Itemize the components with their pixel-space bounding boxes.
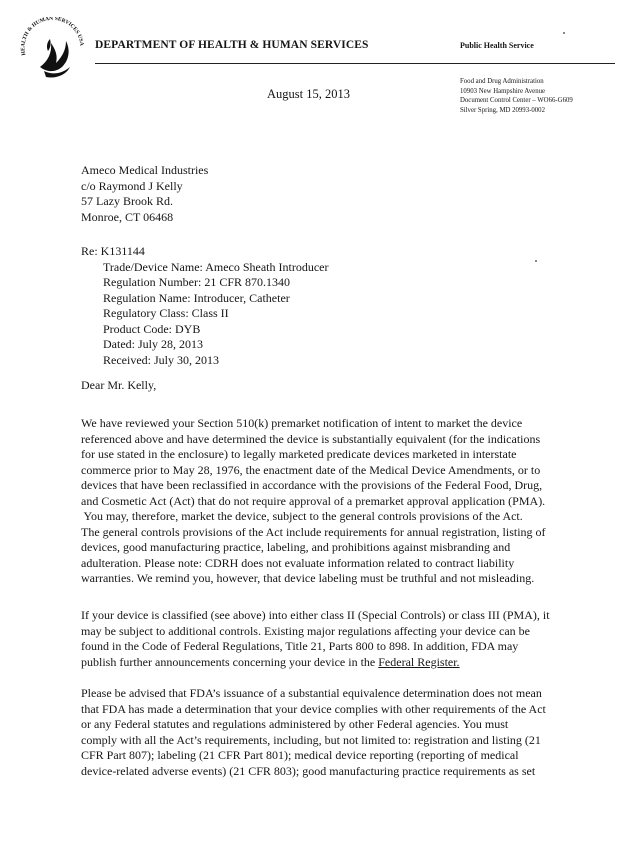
salutation: Dear Mr. Kelly, [81,378,157,392]
hhs-seal [18,17,88,87]
paragraph-line: devices, good manufacturing practice, labeling, and prohibitions against misbranding and [81,540,511,554]
paragraph-line: Please be advised that FDA’s issuance of a substantial equivalence determination does not mean [81,686,542,700]
reference-item: Received: July 30, 2013 [103,352,219,367]
paragraph-line: may be subject to additional controls. Existing major regulations affecting your device can be [81,623,530,638]
paragraph-line: referenced above and have determined the device is substantially equivalent (for the indications [81,431,541,446]
paragraph-line: or any Federal statutes and regulations administered by other Federal agencies. You must [81,717,509,731]
public-health-service: Public Health Service [460,41,534,50]
paragraph-line: found in the Code of Federal Regulations, Title 21, Parts 800 to 898. In addition, FDA may [81,639,519,653]
reference-item: Regulation Number: 21 CFR 870.1340 [103,275,290,289]
seal-text: HEALTH & HUMAN SERVICES USA [20,17,85,56]
federal-register-reference: Federal Register. [378,654,460,669]
agency-address-line: Document Control Center – WO66-G609 [460,97,573,105]
paragraph-line-text: publish further announcements concerning your device in the [81,654,379,669]
agency-address [460,77,573,115]
agency-address-line: 10903 New Hampshire Avenue [460,87,546,95]
re-line: Re: K131144 [81,244,145,258]
paragraph-1 [81,416,616,587]
recipient-line: Ameco Medical Industries [81,163,209,177]
letter-date: August 15, 2013 [267,87,350,101]
paragraph-line: device-related adverse events) (21 CFR 803); good manufacturing practice requirements as set [81,763,536,778]
agency-address-line: Food and Drug Administration [460,78,544,85]
reference-item: Regulation Name: Introducer, Catheter [103,290,290,305]
reference-item: Trade/Device Name: Ameco Sheath Introducer [103,259,329,274]
paragraph-line: CFR Part 807); labeling (21 CFR Part 801); medical device reporting (reporting of medical [81,748,519,762]
recipient-address [81,163,208,225]
paragraph-line: and Cosmetic Act (Act) that do not require approval of a premarket approval application (PMA). [81,493,546,508]
scan-speck [563,32,565,34]
paragraph-line: that FDA has made a determination that your device complies with other requirements of the Act [81,701,546,716]
reference-block [81,244,328,368]
paragraph-2 [81,608,616,670]
header-divider [95,63,615,64]
paragraph-line: warranties. We remind you, however, that device labeling must be truthful and not misleading. [81,571,535,585]
paragraph-3 [81,686,616,779]
reference-item: Dated: July 28, 2013 [103,337,203,351]
paragraph-line [81,655,616,671]
department-name: DEPARTMENT OF HEALTH & HUMAN SERVICES [95,39,369,51]
paragraph-line: If your device is classified (see above) into either class II (Special Controls) or class III (PMA), it [81,608,550,622]
recipient-line: Monroe, CT 06468 [81,209,174,224]
paragraph-line: devices that have been reclassified in accordance with the provisions of the Federal Food, Drug, [81,478,543,492]
reference-item: Regulatory Class: Class II [103,306,229,320]
paragraph-line: commerce prior to May 28, 1976, the enactment date of the Medical Device Amendments, or to [81,462,541,477]
paragraph-line: You may, therefore, market the device, subject to the general controls provisions of the Act. [81,509,523,523]
paragraph-line: The general controls provisions of the Act include requirements for annual registration, listing of [81,524,546,539]
paragraph-line: comply with all the Act’s requirements, including, but not limited to: registration and listing (21 [81,732,541,747]
paragraph-line: adulteration. Please note: CDRH does not evaluate information related to contract liability [81,555,515,570]
eagle-emblem [40,39,70,78]
paragraph-line: We have reviewed your Section 510(k) premarket notification of intent to market the device [81,416,523,430]
reference-item: Product Code: DYB [103,321,201,336]
paragraph-line: for use stated in the enclosure) to legally marketed predicate devices marketed in interstate [81,447,517,461]
scan-speck [535,260,537,262]
recipient-line: c/o Raymond J Kelly [81,178,183,193]
recipient-line: 57 Lazy Brook Rd. [81,194,173,208]
agency-address-line: Silver Spring, MD 20993-0002 [460,106,545,114]
